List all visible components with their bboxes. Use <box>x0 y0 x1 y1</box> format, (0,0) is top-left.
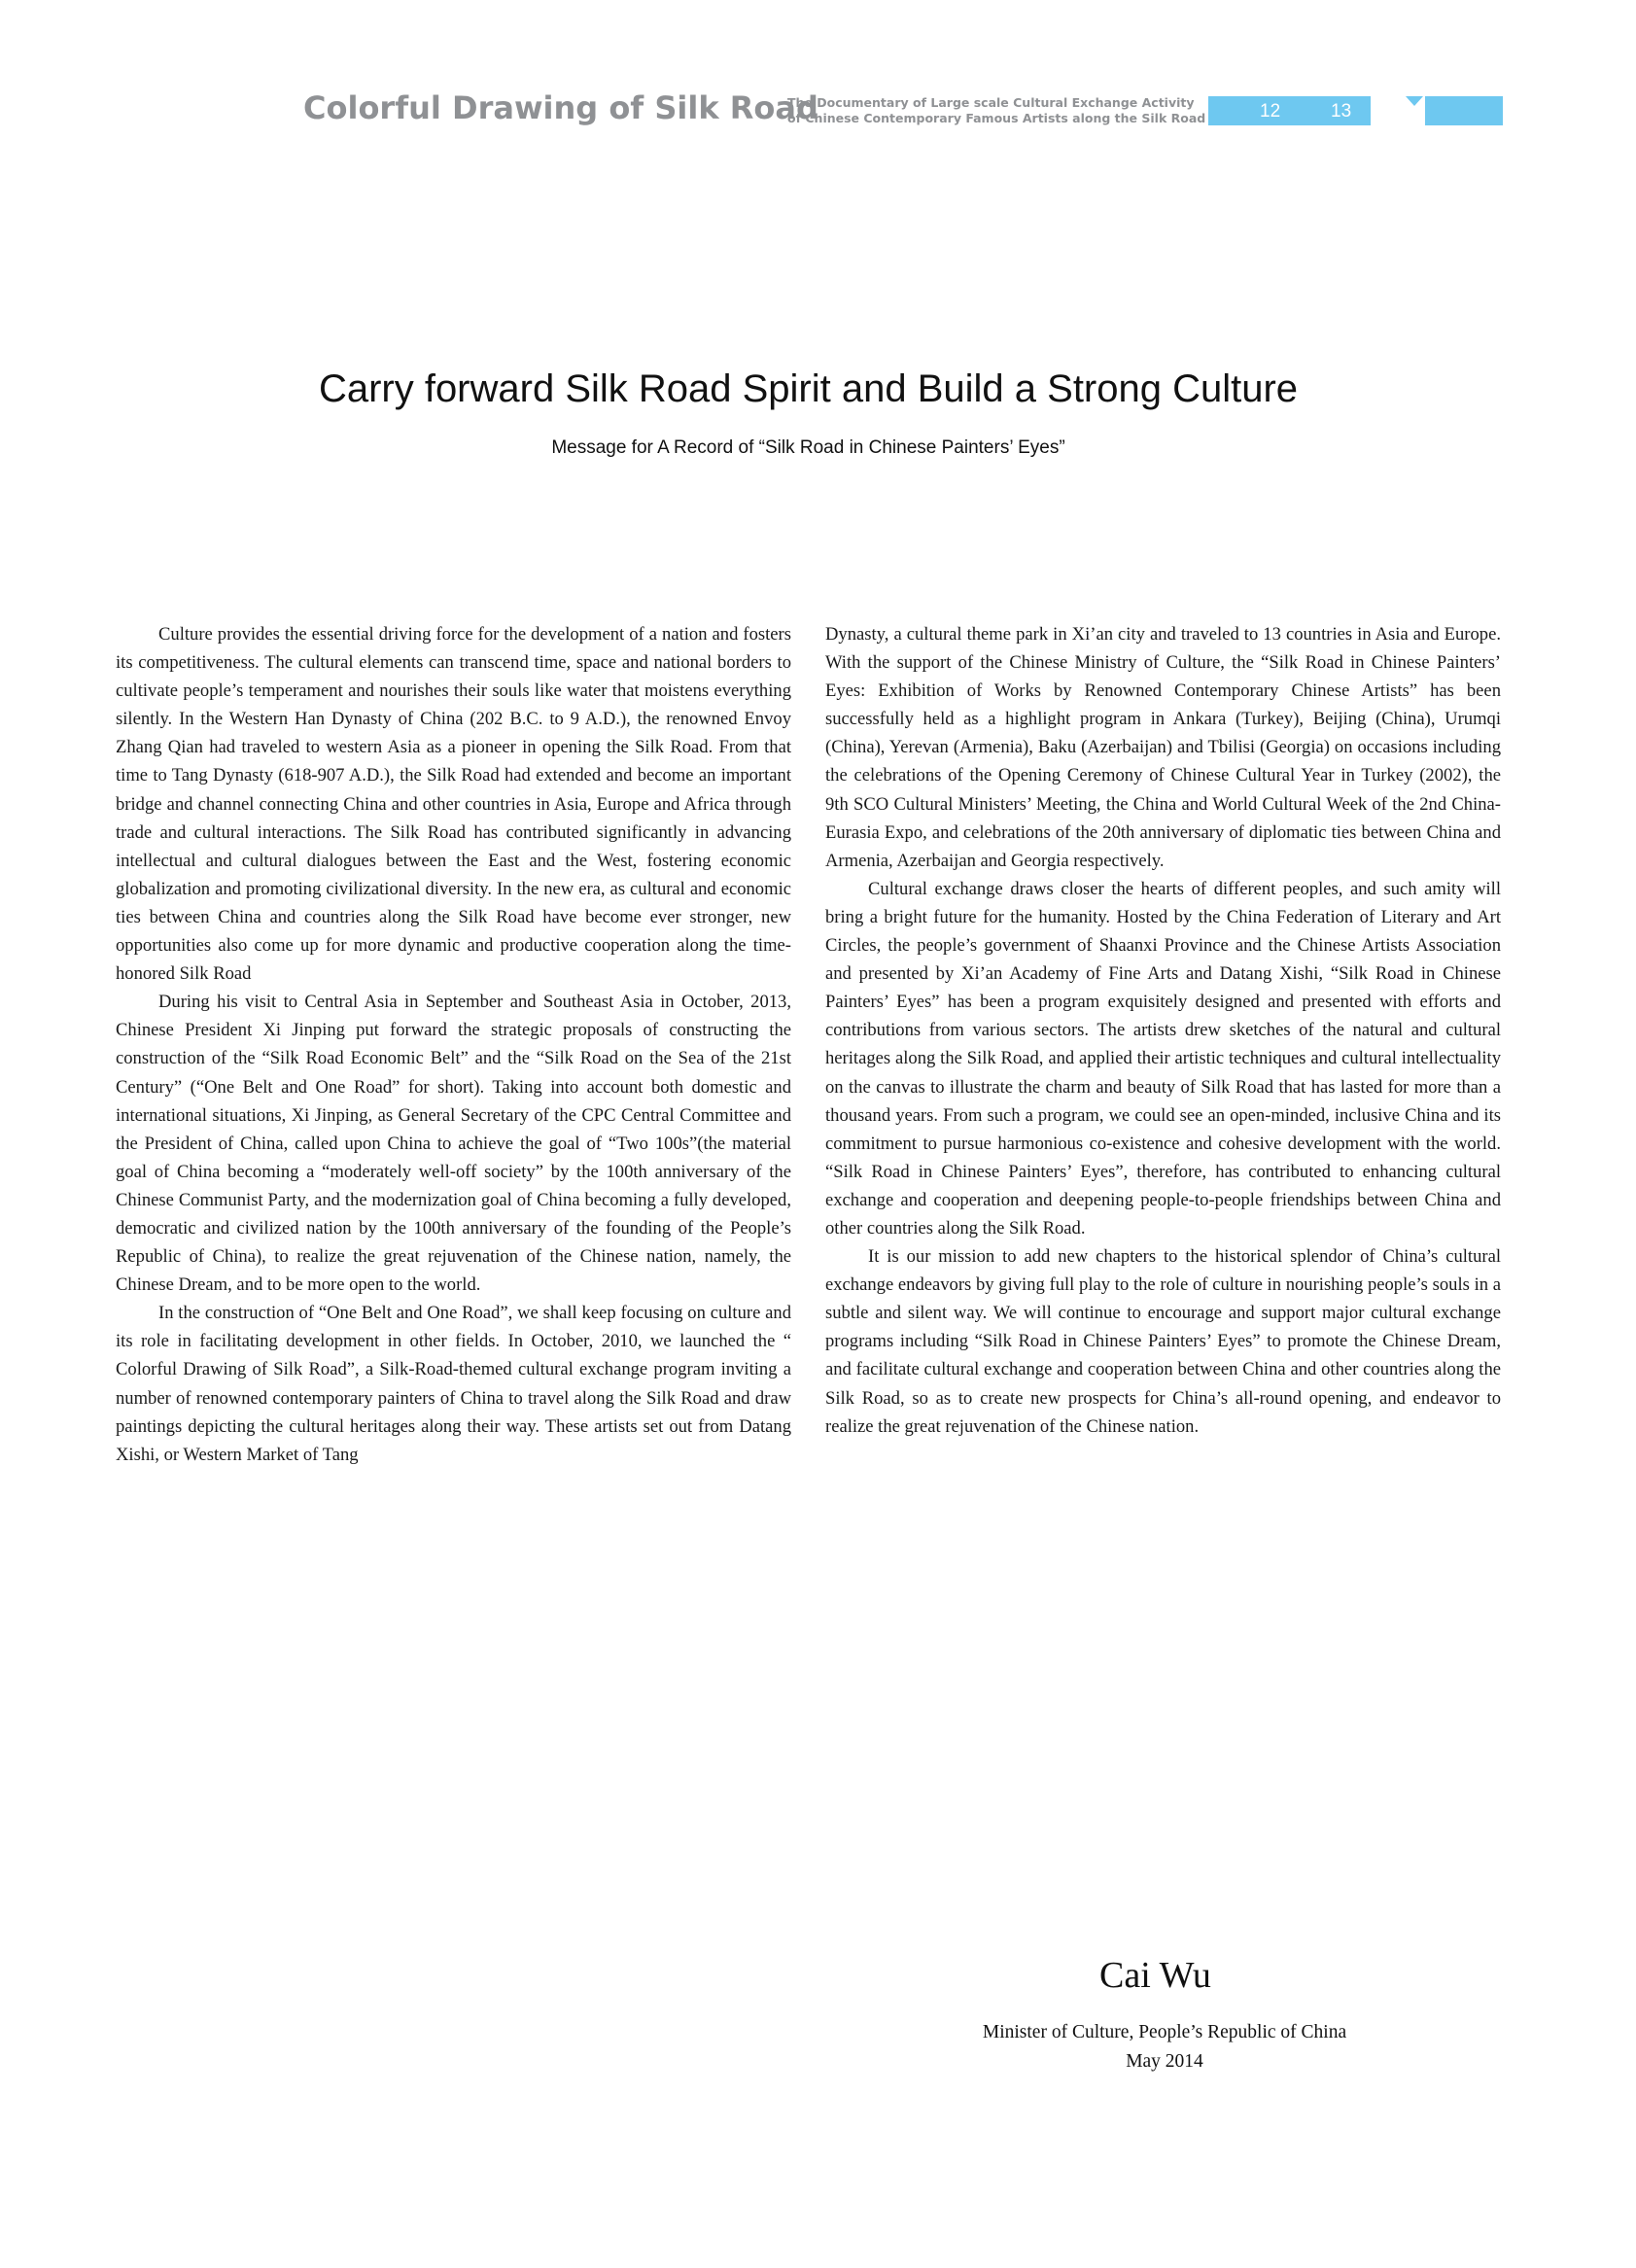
paragraph: During his visit to Central Asia in September and Southeast Asia in October, 2013, Chinese President Xi Jinping put forward the strategic proposals of constructing the construction of the “Silk Road Economic Belt” and the “Silk Road on the Sea of the 21st Century” (“One Belt and One Road” for short). Taking into account both domestic and international situations, Xi Jinping, as General Secretary of the CPC Central Committee and the President of China, called upon China to achieve the goal of “Two 100s”(the material goal of China becoming a “moderately well-off society” by the 100th anniversary of the Chinese Communist Party, and the modernization goal of China becoming a fully developed, democratic and civilized nation by the 100th anniversary of the founding of the People’s Republic of China), to realize the great rejuvenation of the Chinese nation, namely, the Chinese Dream, and to be more open to the world. <box>116 992 791 1296</box>
paragraph-continuation: Dynasty, a cultural theme park in Xi’an city and traveled to 13 countries in Asia and Europe. With the support of the Chinese Ministry of Culture, the “Silk Road in Chinese Painters’ Eyes: Exhibition of Works by Renowned Contemporary Chinese Artists” has been successfully held as a highlight program in Ankara (Turkey), Beijing (China), Urumqi (China), Yerevan (Armenia), Baku (Azerbaijan) and Tbilisi (Georgia) on occasions including the celebrations of the Opening Ceremony of Chinese Cultural Year in Turkey (2002), the 9th SCO Cultural Ministers’ Meeting, the China and World Cultural Week of the 2nd China-Eurasia Expo, and celebrations of the 20th anniversary of diplomatic ties between China and Armenia, Azerbaijan and Georgia respectively. <box>825 624 1501 871</box>
article-subtitle: Message for A Record of “Silk Road in Chinese Painters’ Eyes” <box>551 437 1065 458</box>
article-title: Carry forward Silk Road Spirit and Build a Strong Culture <box>318 367 1299 410</box>
author-role: Minister of Culture, People’s Republic of China <box>982 2022 1347 2042</box>
triangle-marker-icon <box>1406 96 1423 106</box>
publication-subtitle <box>787 95 1205 126</box>
author-date: May 2014 <box>1126 2051 1203 2072</box>
page-number-left: 12 <box>1260 101 1281 122</box>
publication-title: Colorful Drawing of Silk Road <box>303 89 818 126</box>
publication-subtitle-line-1: The Documentary of Large scale Cultural Exchange Activity <box>787 95 1195 110</box>
author-signature: Cai Wu <box>1099 1955 1211 1996</box>
paragraph: Cultural exchange draws closer the hearts of different peoples, and such amity will bring a bright future for the humanity. Hosted by the China Federation of Literary and Art Circles, the people’s government of Shaanxi Province and the Chinese Artists Association and presented by Xi’an Academy of Fine Arts and Datang Xishi, “Silk Road in Chinese Painters’ Eyes” has been a program exquisitely designed and presented with efforts and contributions from various sectors. The artists drew sketches of the natural and cultural heritages along the Silk Road, and applied their artistic techniques and cultural intellectuality on the canvas to illustrate the charm and beauty of Silk Road that has lasted for more than a thousand years. From such a program, we could see an open-minded, inclusive China and its commitment to pursue harmonious co-existence and cohesive development with the world. “Silk Road in Chinese Painters’ Eyes”, therefore, has contributed to enhancing cultural exchange and cooperation and deepening people-to-people friendships between China and other countries along the Silk Road. <box>825 878 1501 1239</box>
right-text-column <box>825 620 1501 1441</box>
paragraph: In the construction of “One Belt and One Road”, we shall keep focusing on culture and its role in facilitating development in other fields. In October, 2010, we launched the “ Colorful Drawing of Silk Road”, a Silk-Road-themed cultural exchange program inviting a number of renowned contemporary painters of China to travel along the Silk Road and draw paintings depicting the cultural heritages along their way. These artists set out from Datang Xishi, or Western Market of Tang <box>116 1303 791 1465</box>
paragraph: It is our mission to add new chapters to the historical splendor of China’s cultural exchange endeavors by giving full play to the role of culture in nourishing people’s souls in a subtle and silent way. We will continue to encourage and support major cultural exchange programs including “Silk Road in Chinese Painters’ Eyes” to promote the Chinese Dream, and facilitate cultural exchange and cooperation between China and other countries along the Silk Road, so as to create new prospects for China’s all-round opening, and endeavor to realize the great rejuvenation of the Chinese nation. <box>825 1246 1501 1437</box>
left-text-column <box>116 620 791 1469</box>
page-number-right: 13 <box>1331 101 1352 122</box>
publication-subtitle-line-2: of Chinese Contemporary Famous Artists along the Silk Road <box>787 111 1206 125</box>
header-accent-block <box>1425 96 1503 125</box>
paragraph: Culture provides the essential driving force for the development of a nation and fosters its competitiveness. The cultural elements can transcend time, space and national borders to cultivate people’s temperament and nourishes their souls like water that moistens everything silently. In the Western Han Dynasty of China (202 B.C. to 9 A.D.), the renowned Envoy Zhang Qian had traveled to western Asia as a pioneer in opening the Silk Road. From that time to Tang Dynasty (618-907 A.D.), the Silk Road had extended and become an important bridge and channel connecting China and other countries in Asia, Europe and Africa through trade and cultural interactions. The Silk Road has contributed significantly in advancing intellectual and cultural dialogues between the East and the West, fostering economic globalization and promoting civilizational diversity. In the new era, as cultural and economic ties between China and countries along the Silk Road have become ever stronger, new opportunities also come up for more dynamic and productive cooperation along the time-honored Silk Road <box>116 624 791 985</box>
